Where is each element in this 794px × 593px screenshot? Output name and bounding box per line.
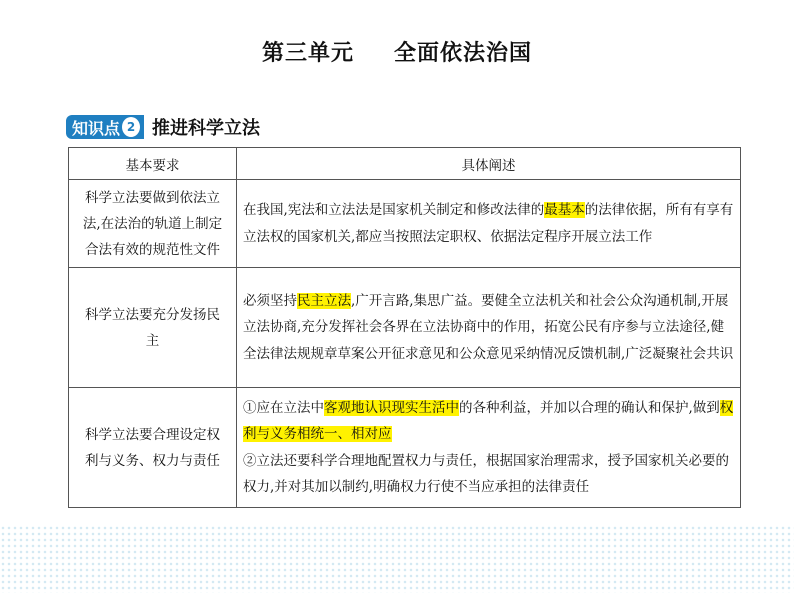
page-title-topic: 全面依法治国 xyxy=(394,41,533,66)
knowledge-point-title: 推进科学立法 xyxy=(152,118,261,139)
detail-text: ,广开言路,集思广益。要健全立法机关和社会公众沟通机制,开展立法协商,充分发挥社会各界在立法协商中的作用，拓宽公民有序参与立法途径,健全法律法规规章草案公开征求意见和公众意见采纳情况反馈机制,广泛凝聚社会共识 xyxy=(243,292,734,362)
table-header-row xyxy=(69,148,741,180)
requirement-cell: 科学立法要充分发扬民主 xyxy=(69,268,237,388)
detail-paragraph-2: ②立法还要科学合理地配置权力与责任，根据国家治理需求，授予国家机关必要的权力,并对其加以制约,明确权力行使不当应承担的法律责任 xyxy=(243,452,729,495)
table-header-requirement: 基本要求 xyxy=(69,148,237,180)
table-header-detail: 具体阐述 xyxy=(237,148,741,180)
detail-paragraph-1 xyxy=(243,395,734,448)
table-row xyxy=(69,388,741,508)
decorative-dot-pattern xyxy=(0,525,794,593)
knowledge-point-label: 知识点 xyxy=(72,118,121,138)
requirement-cell: 科学立法要合理设定权利与义务、权力与责任 xyxy=(69,388,237,508)
detail-text: 的各种利益，并加以合理的确认和保护,做到 xyxy=(459,399,720,416)
knowledge-point-number: 2 xyxy=(122,117,140,137)
table-row xyxy=(69,268,741,388)
knowledge-point-badge xyxy=(66,115,144,139)
highlighted-text: 最基本 xyxy=(544,202,585,218)
detail-cell xyxy=(237,180,741,268)
table-row xyxy=(69,180,741,268)
page-title-unit: 第三单元 xyxy=(261,41,354,66)
detail-text: ①应在立法中 xyxy=(243,399,324,416)
content-table xyxy=(68,147,741,508)
requirement-cell: 科学立法要做到依法立法,在法治的轨道上制定合法有效的规范性文件 xyxy=(69,180,237,268)
highlighted-text: 权利与义务相统一、相对应 xyxy=(243,399,734,442)
detail-text: 必须坚持 xyxy=(243,292,297,309)
detail-cell xyxy=(237,268,741,388)
highlighted-text: 民主立法 xyxy=(297,292,351,309)
detail-cell xyxy=(237,388,741,508)
page-title xyxy=(0,36,794,67)
knowledge-point-header xyxy=(66,114,260,140)
detail-text: 在我国,宪法和立法法是国家机关制定和修改法律的 xyxy=(243,202,545,218)
detail-text: 的法律依据，所有有享有立法权的国家机关,都应当按照法定职权、依据法定程序开展立法工作 xyxy=(243,202,734,245)
highlighted-text: 客观地认识现实生活中 xyxy=(324,399,459,416)
